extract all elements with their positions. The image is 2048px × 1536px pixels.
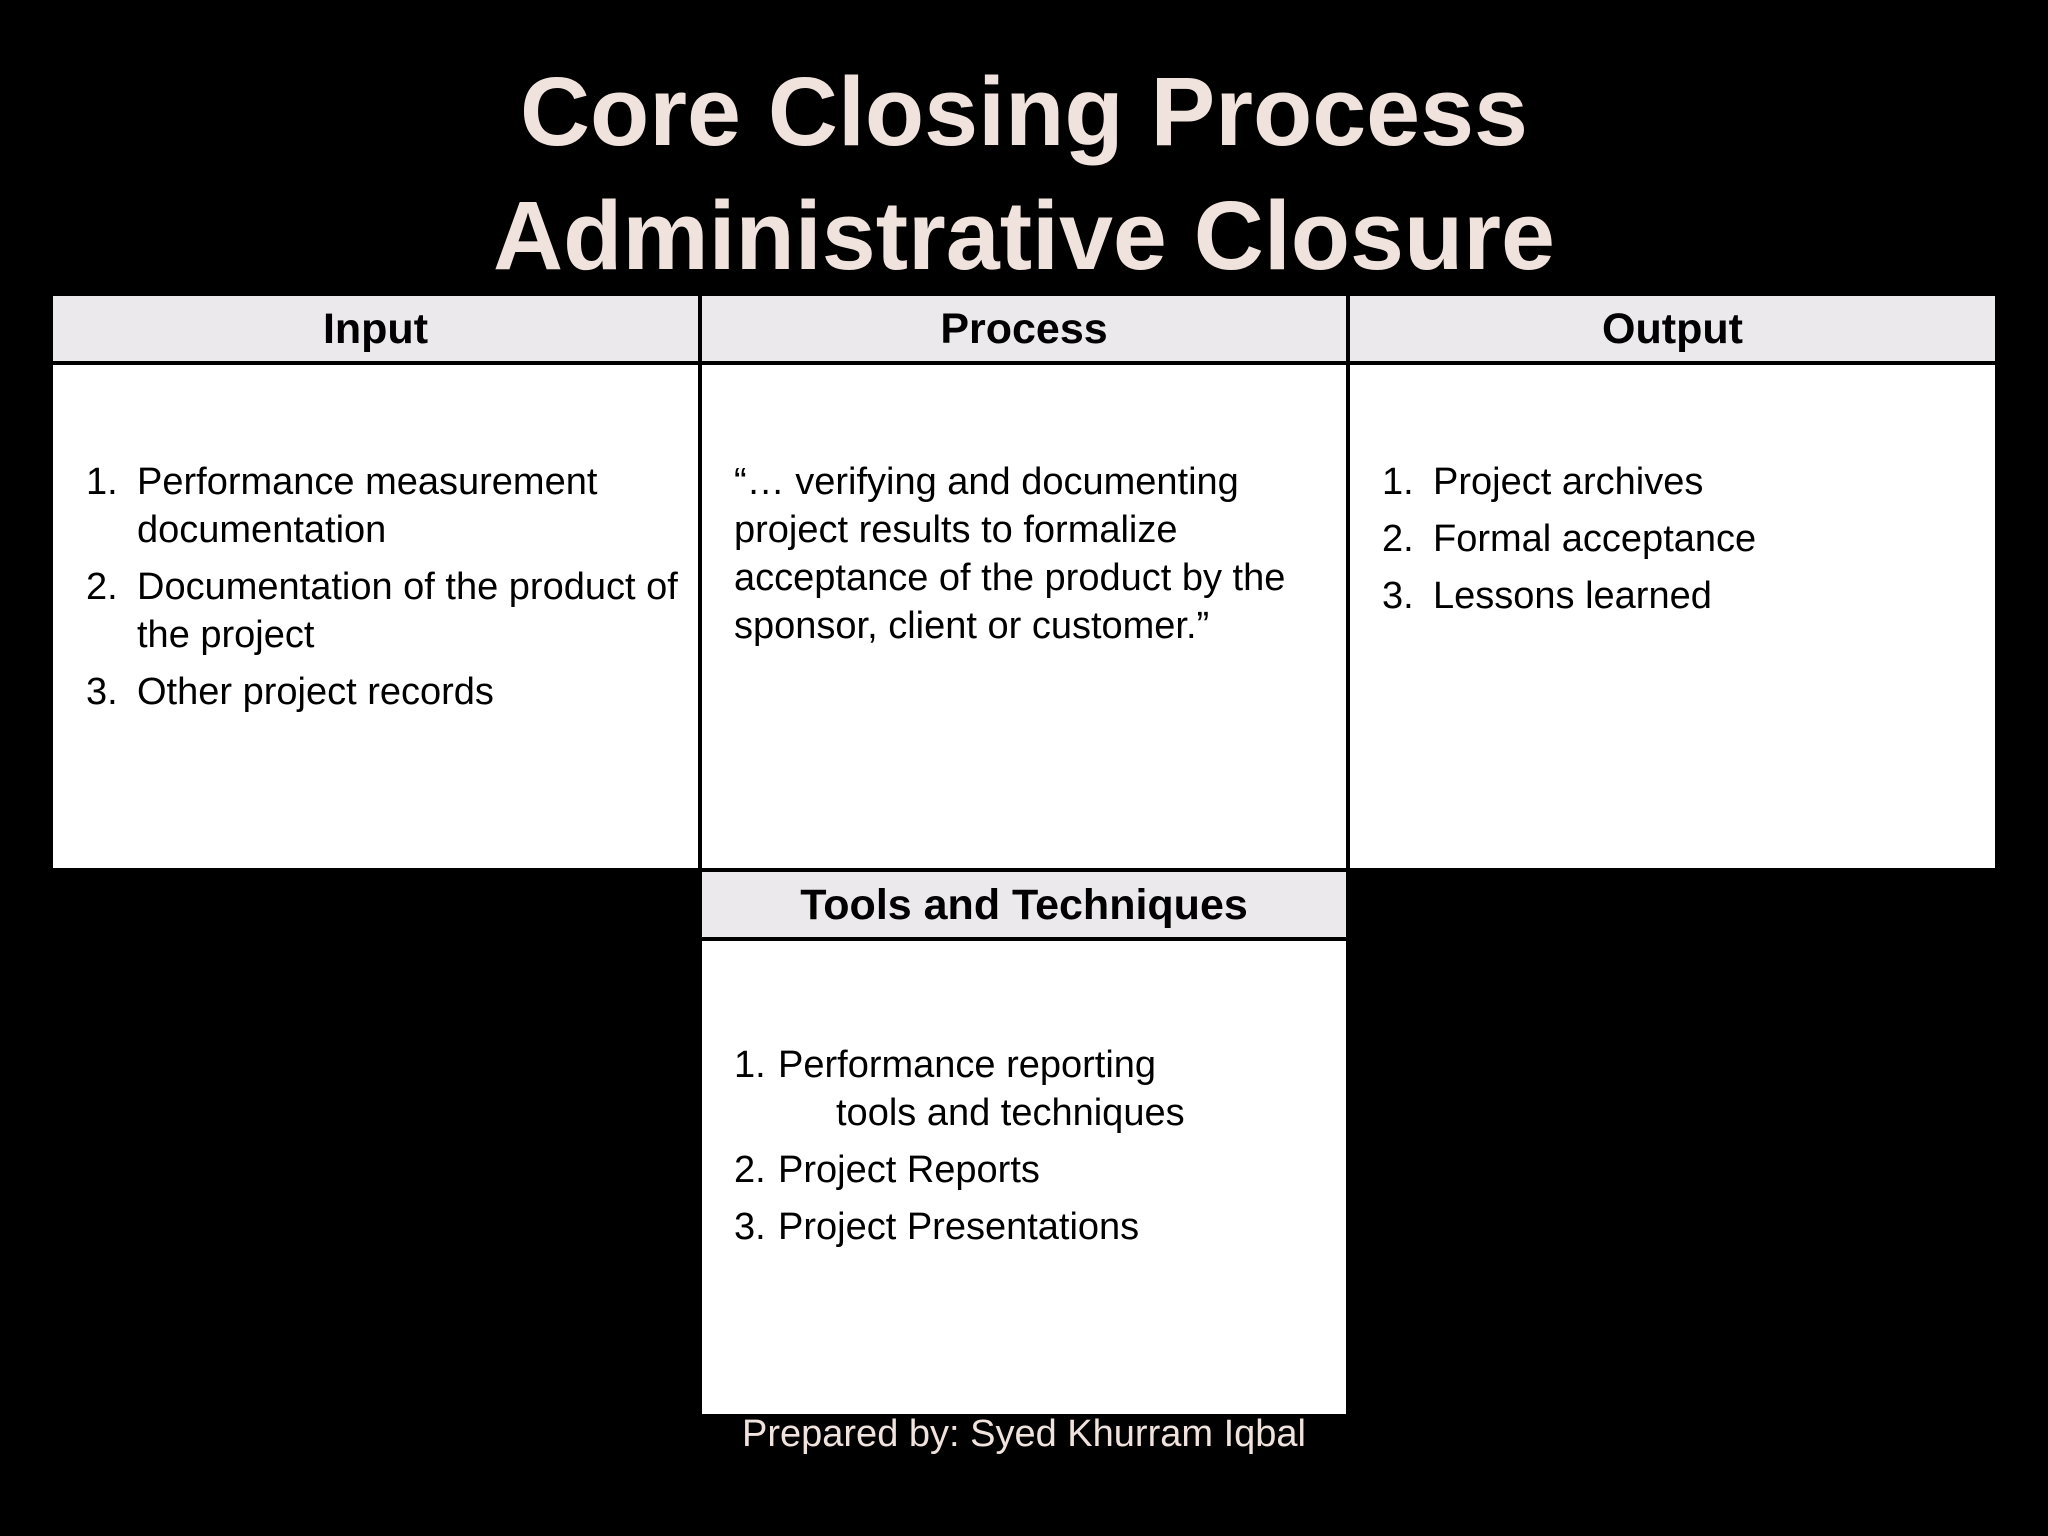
list-item-continuation: tools and techniques bbox=[836, 1092, 1185, 1134]
input-header: Input bbox=[53, 296, 698, 365]
process-body bbox=[702, 365, 1346, 868]
output-box bbox=[1350, 296, 1995, 868]
list-item-text: Project archives bbox=[1433, 461, 1704, 503]
list-item-text: Project Presentations bbox=[778, 1206, 1140, 1248]
process-box bbox=[702, 296, 1346, 868]
list-item-text: Formal acceptance bbox=[1433, 518, 1757, 560]
list-item-number: 1. bbox=[86, 461, 118, 503]
input-body bbox=[53, 365, 698, 868]
list-item bbox=[86, 458, 686, 554]
list-item-number: 1. bbox=[734, 1044, 766, 1086]
output-header: Output bbox=[1350, 296, 1995, 365]
list-item-text: Documentation of the product of the project bbox=[137, 566, 678, 656]
process-header: Process bbox=[702, 296, 1346, 365]
slide-title-line-1: Core Closing Process bbox=[519, 57, 1529, 166]
list-item-number: 3. bbox=[86, 671, 118, 713]
list-item bbox=[86, 563, 686, 659]
list-item-text: Performance measurement documentation bbox=[137, 461, 598, 551]
list-item bbox=[86, 668, 686, 716]
list-item-text: Project Reports bbox=[778, 1149, 1040, 1191]
tools-body bbox=[702, 941, 1346, 1414]
list-item-number: 2. bbox=[734, 1149, 766, 1191]
list-item bbox=[734, 1203, 1334, 1251]
list-item-number: 2. bbox=[86, 566, 118, 608]
tools-header: Tools and Techniques bbox=[702, 872, 1346, 941]
list-item bbox=[734, 1146, 1334, 1194]
slide-title-line-2: Administrative Closure bbox=[493, 181, 1555, 290]
list-item bbox=[734, 1041, 1334, 1137]
list-item-number: 1. bbox=[1382, 461, 1414, 503]
output-body bbox=[1350, 365, 1995, 868]
output-list bbox=[1382, 458, 1982, 629]
process-quote: “… verifying and documenting project results to formalize acceptance of the product by the sponsor, client or customer.” bbox=[734, 461, 1286, 647]
input-list bbox=[86, 458, 686, 725]
list-item-text: Performance reporting bbox=[778, 1044, 1157, 1086]
tools-box bbox=[702, 872, 1346, 1414]
list-item-number: 2. bbox=[1382, 518, 1414, 560]
list-item-text: Other project records bbox=[137, 671, 494, 713]
list-item bbox=[1382, 515, 1982, 563]
list-item-number: 3. bbox=[734, 1206, 766, 1248]
tools-list bbox=[734, 1041, 1334, 1260]
list-item-number: 3. bbox=[1382, 575, 1414, 617]
list-item-text: Lessons learned bbox=[1433, 575, 1712, 617]
footer-credit: Prepared by: Syed Khurram Iqbal bbox=[742, 1413, 1306, 1455]
list-item bbox=[1382, 458, 1982, 506]
list-item bbox=[1382, 572, 1982, 620]
input-box bbox=[53, 296, 698, 868]
